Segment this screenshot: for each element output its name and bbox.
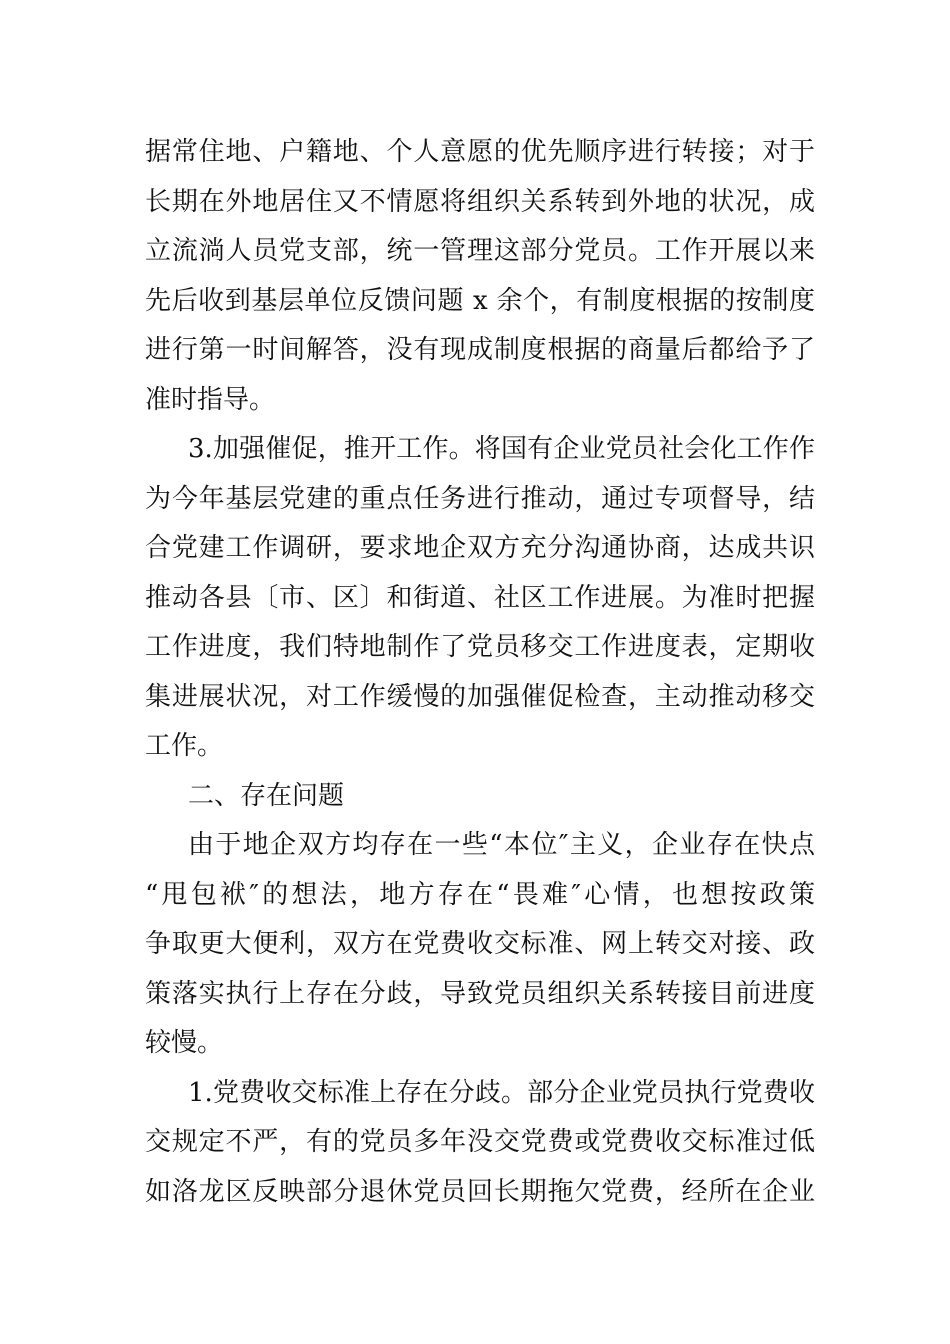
paragraph-line: 如洛龙区反映部分退休党员回长期拖欠党费，经所在企业 (145, 1176, 815, 1207)
paragraph-line: 策落实执行上存在分歧，导致党员组织关系转接目前进度 (145, 978, 815, 1009)
paragraph-line: 先后收到基层单位反馈问题 x 余个，有制度根据的按制度 (145, 285, 815, 316)
paragraph-line: 工作。 (145, 731, 224, 761)
paragraph-line: 长期在外地居住又不情愿将组织关系转到外地的状况，成 (145, 186, 815, 217)
section-heading: 二、存在问题 (188, 780, 345, 811)
paragraph-line: 交规定不严，有的党员多年没交党费或党费收交标准过低 (145, 1127, 815, 1157)
paragraph-line: 3.加强催促，推开工作。将国有企业党员社会化工作作 (188, 434, 815, 464)
paragraph-line: 较慢。 (145, 1028, 224, 1058)
paragraph-line: 由于地企双方均存在一些“本位″主义，企业存在快点 (188, 830, 815, 860)
paragraph-line: 为今年基层党建的重点任务进行推动，通过专项督导，结 (145, 483, 815, 514)
paragraph-line: 争取更大便利，双方在党费收交标准、网上转交对接、政 (145, 929, 815, 959)
document-body (145, 128, 815, 1217)
paragraph-line: 合党建工作调研，要求地企双方充分沟通协商，达成共识 (145, 533, 815, 563)
paragraph-line: 据常住地、户籍地、个人意愿的优先顺序进行转接；对于 (145, 137, 815, 167)
paragraph-line: 集进展状况，对工作缓慢的加强催促检查，主动推动移交 (145, 681, 815, 712)
paragraph-line: 立流淌人员党支部，统一管理这部分党员。工作开展以来 (145, 236, 815, 266)
paragraph-line: “甩包袱″的想法，地方存在“畏难″心情，也想按政策 (145, 879, 815, 910)
paragraph-line: 进行第一时间解答，没有现成制度根据的商量后都给予了 (145, 335, 815, 365)
paragraph-line: 工作进度，我们特地制作了党员移交工作进度表，定期收 (145, 632, 815, 662)
paragraph-line: 准时指导。 (145, 384, 276, 415)
paragraph-line: 1.党费收交标准上存在分歧。部分企业党员执行党费收 (188, 1077, 815, 1108)
paragraph-line: 推动各县〔市、区〕和街道、社区工作进展。为准时把握 (145, 582, 815, 613)
